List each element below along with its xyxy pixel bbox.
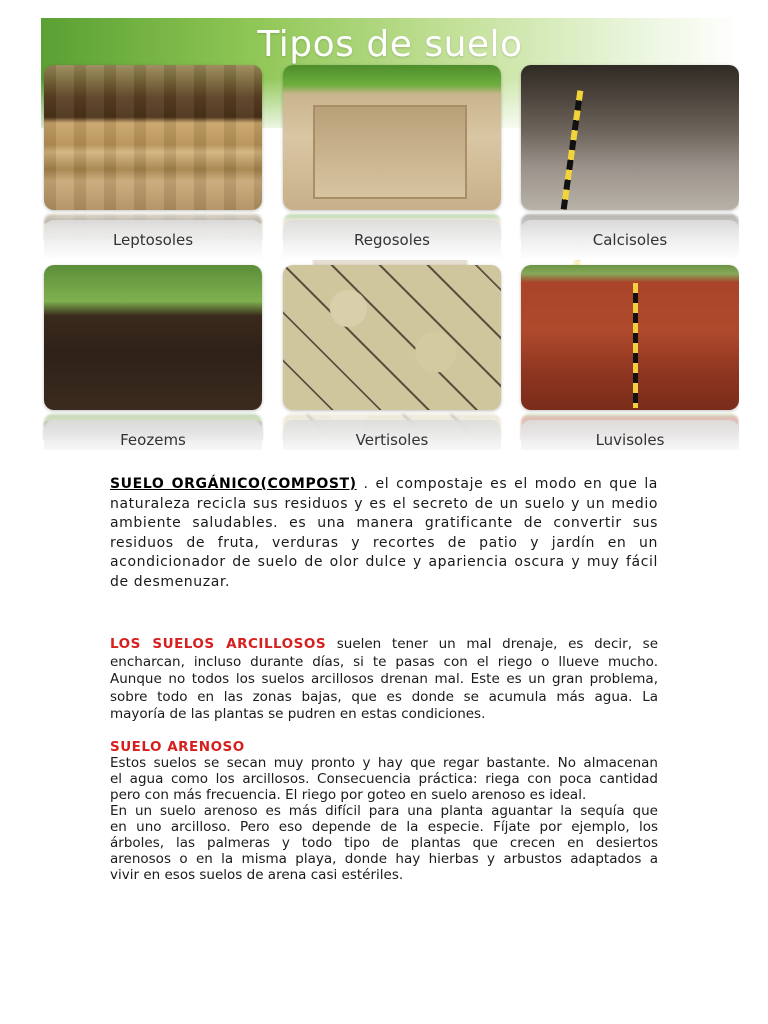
soil-tile-feozems [44, 265, 262, 450]
section-suelo-arenoso: SUELO ARENOSO Estos suelos se secan muy pronto y hay que regar bastante. No almacenan el agua como los arcillosos. Consecuencia práctica: riega con poca cantidad pero con más frecuencia. El riego por goteo en suelo arenoso es ideal. En un suelo arenoso es más difícil para una planta aguantar la sequía que en uno arcilloso. Pero eso depende de la especie. Fíjate por ejemplo, los árboles, las palmeras y todo tipo de plantas que crecen en desiertos arenosos o en la misma playa, donde hay hierbas y arbustos adaptados a vivir en esos suelos de arena casi estériles. [110, 739, 658, 883]
soil-tile-leptosoles [44, 65, 262, 260]
vertisoles-photo [283, 265, 501, 410]
infographic-title: Tipos de suelo [257, 24, 523, 65]
luvisoles-photo [521, 265, 739, 410]
soil-tile-calcisoles [521, 65, 739, 260]
soil-label: Luvisoles [521, 420, 739, 450]
section-suelos-arcillosos: LOS SUELOS ARCILLOSOS suelen tener un mal drenaje, es decir, se encharcan, incluso durante días, si te pasas con el riego o llueve mucho. Aunque no todos los suelos arcillosos drenan mal. Este es un gran problema, sobre todo en las zonas bajas, que es donde se acumula más agua. La mayoría de las plantas se pudren en estas condiciones. [110, 636, 658, 722]
section-heading: SUELO ARENOSO [110, 739, 245, 755]
leptosoles-photo [44, 65, 262, 210]
soil-tile-luvisoles [521, 265, 739, 450]
soil-types-infographic [41, 18, 739, 450]
feozems-photo [44, 265, 262, 410]
regosoles-photo [283, 65, 501, 210]
section-heading: SUELO ORGÁNICO(COMPOST) [110, 476, 357, 492]
soil-label: Vertisoles [283, 420, 501, 450]
calcisoles-photo [521, 65, 739, 210]
soil-tile-vertisoles [283, 265, 501, 450]
section-suelo-organico: SUELO ORGÁNICO(COMPOST) . el compostaje es el modo en que la naturaleza recicla sus residuos y es el secreto de un suelo y un medio ambiente saludables. es una manera gratificante de convertir sus residuos de fruta, verduras y recortes de patio y jardín en un acondicionador de suelo de olor dulce y apariencia oscura y muy fácil de desmenuzar. [110, 476, 658, 590]
soil-label: Feozems [44, 420, 262, 450]
soil-label: Leptosoles [44, 220, 262, 260]
soil-label: Regosoles [283, 220, 501, 260]
section-heading: LOS SUELOS ARCILLOSOS [110, 636, 327, 652]
soil-label: Calcisoles [521, 220, 739, 260]
soil-tile-regosoles [283, 65, 501, 260]
